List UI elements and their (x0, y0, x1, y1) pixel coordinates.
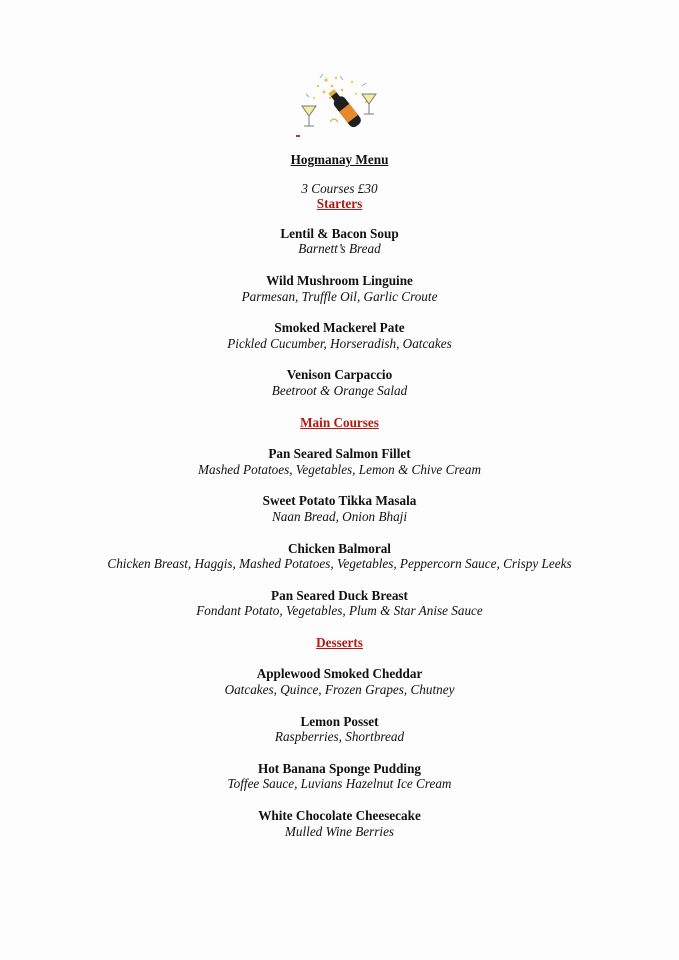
menu-item-name: Sweet Potato Tikka Masala (262, 493, 417, 509)
champagne-celebration-icon (296, 72, 380, 138)
section-main-courses (0, 446, 679, 619)
menu-price: 3 Courses £30 (301, 180, 378, 196)
menu-item (0, 367, 679, 398)
section-desserts (0, 666, 679, 839)
menu (0, 152, 679, 839)
section-heading-desserts: Desserts (316, 634, 363, 650)
menu-item-name: Chicken Balmoral (288, 540, 391, 556)
menu-item-name: Lemon Posset (300, 713, 379, 729)
menu-item (0, 808, 679, 839)
menu-item (0, 666, 679, 697)
menu-item (0, 320, 679, 351)
menu-item-description: Parmesan, Truffle Oil, Garlic Croute (241, 288, 438, 304)
menu-item-description: Mashed Potatoes, Vegetables, Lemon & Chive Cream (198, 461, 481, 477)
menu-item-name: Venison Carpaccio (286, 367, 393, 383)
menu-item-description: Mulled Wine Berries (284, 823, 395, 839)
red-mark (296, 135, 300, 137)
menu-item (0, 446, 679, 477)
menu-item-name: Applewood Smoked Cheddar (256, 666, 423, 682)
menu-title: Hogmanay Menu (290, 152, 389, 167)
menu-item (0, 714, 679, 745)
menu-item-description: Pickled Cucumber, Horseradish, Oatcakes (227, 335, 452, 351)
menu-item-name: White Chocolate Cheesecake (258, 808, 421, 824)
menu-item-description: Raspberries, Shortbread (274, 729, 405, 745)
menu-item (0, 761, 679, 792)
section-starters (0, 226, 679, 399)
section-heading-main-courses: Main Courses (300, 414, 379, 430)
menu-item-name: Pan Seared Salmon Fillet (268, 446, 411, 462)
menu-item-description: Toffee Sauce, Luvians Hazelnut Ice Cream (227, 776, 452, 792)
menu-item-description: Chicken Breast, Haggis, Mashed Potatoes, Vegetables, Peppercorn Sauce, Crispy Leeks (107, 556, 572, 572)
menu-item (0, 273, 679, 304)
menu-item (0, 226, 679, 257)
menu-item-name: Smoked Mackerel Pate (274, 320, 405, 336)
menu-item-name: Wild Mushroom Linguine (266, 272, 413, 288)
menu-item (0, 588, 679, 619)
menu-item-name: Pan Seared Duck Breast (271, 587, 408, 603)
menu-item-description: Beetroot & Orange Salad (271, 382, 408, 398)
menu-item (0, 493, 679, 524)
menu-item (0, 541, 679, 572)
section-heading-starters: Starters (316, 196, 363, 212)
menu-item-name: Hot Banana Sponge Pudding (257, 760, 422, 776)
menu-item-description: Fondant Potato, Vegetables, Plum & Star Anise Sauce (196, 603, 483, 619)
menu-item-description: Barnett’s Bread (298, 241, 381, 257)
menu-item-description: Naan Bread, Onion Bhaji (271, 508, 408, 524)
menu-item-name: Lentil & Bacon Soup (280, 225, 399, 241)
menu-item-description: Oatcakes, Quince, Frozen Grapes, Chutney (224, 682, 455, 698)
